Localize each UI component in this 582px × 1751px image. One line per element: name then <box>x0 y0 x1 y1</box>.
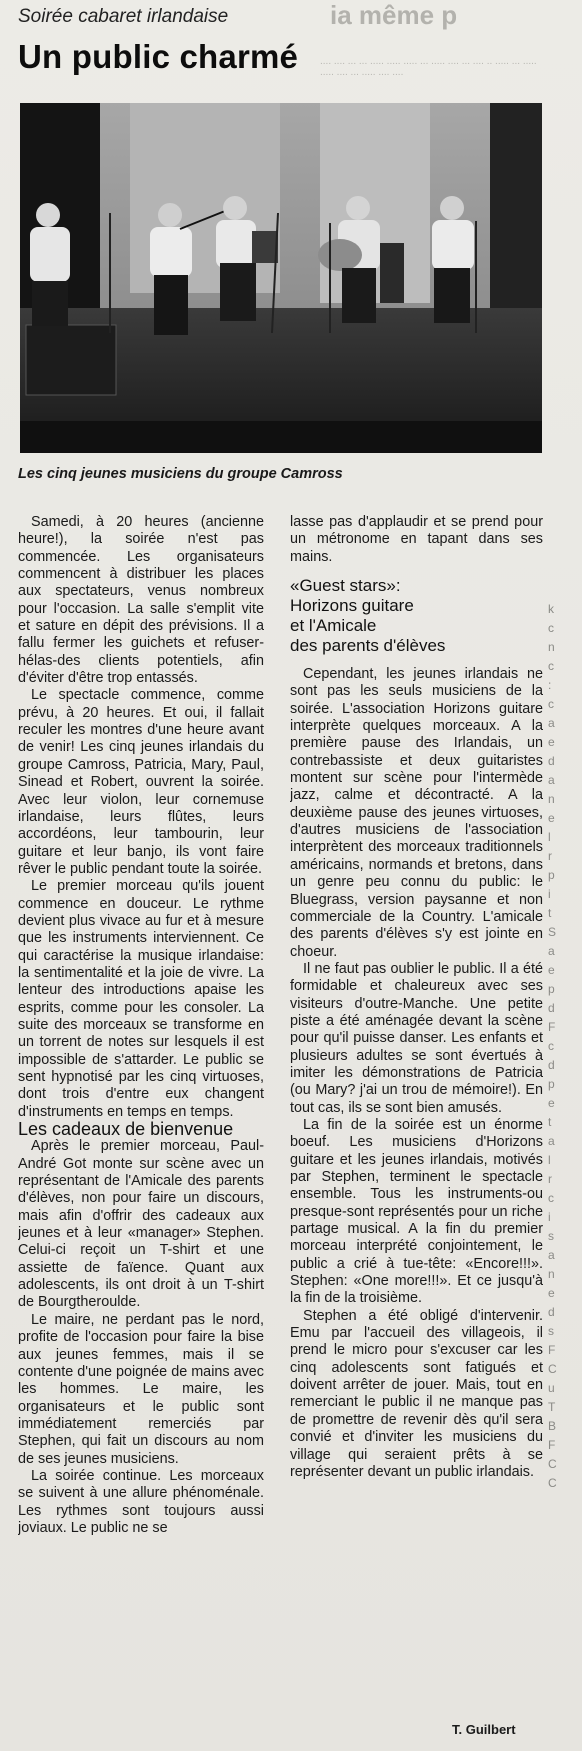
ghost-headline-bleed: ia même p <box>330 0 458 30</box>
subheading-line: des parents d'élèves <box>290 636 446 656</box>
paragraph: Le spectacle commence, comme prévu, à 20 heures. Et oui, il fallait reculer les montres d'une heure avant de venir! Les cinq jeunes irlandais du groupe Camross, Patricia, Mary, Paul, Sinead et Robert, ouvrent la soirée. Avec leur violon, leur cornemuse irlandaise, leurs flûtes, leurs accordéons, leur tambourin, leur guitare et leur banjo, ils vont faire rêver le public pendant toute la soirée. <box>18 687 264 877</box>
paragraph: La fin de la soirée est un énorme boeuf. Les musiciens d'Horizons guitare et les jeunes irlandais, motivés par Stephen, terminent le spectacle ensemble. Tous les instruments-ou presque-sont représentés pour un riche partage musical. A la fin du premier morceau interprété conjointement, le public a crié à tue-tête: «Encore!!!». Stephen: «One more!!!». Et ce jusqu'à la fin de la troisième. <box>290 1116 543 1307</box>
subheading-line: Horizons guitare <box>290 596 414 616</box>
photo-band-on-stage <box>20 103 542 453</box>
subheading-block <box>290 576 543 656</box>
kicker: Soirée cabaret irlandaise <box>18 6 229 27</box>
author-signature: T. Guilbert <box>452 1722 516 1737</box>
paragraph: La soirée continue. Les morceaux se suivent à une allure phénoménale. Les rythmes sont toujours aussi joviaux. Le public ne se <box>18 1467 264 1536</box>
margin-bleed-text: k c n c : c a e d a n e l r p i t S a e p d F c d p e t a l r c i s a n e d s F C u T B F C C <box>548 602 557 1490</box>
paragraph: Le maire, ne perdant pas le nord, profite de l'occasion pour faire la bise aux jeunes femmes, mais il se contente d'une poignée de mains avec les hommes. Le maire, les organisateurs et le public sont immédiatement remerciés par Stephen, qui fait un discours au nom de ses jeunes musiciens. <box>18 1311 264 1467</box>
photo-caption: Les cinq jeunes musiciens du groupe Camross <box>18 466 343 482</box>
subheading: Les cadeaux de bienvenue <box>18 1119 234 1140</box>
paragraph: Après le premier morceau, Paul-André Got monte sur scène avec un représentant de l'Amicale des parents d'élèves, non pour faire un discours, mais afin d'offrir des cadeaux aux jeunes et à leur «manager» Stephen. Celui-ci reçoit un T-shirt et une assiette de faïence. Quant aux adolescents, ils ont droit à un T-shirt de Bourgtheroulde. <box>18 1138 264 1311</box>
paragraph: Il ne faut pas oublier le public. Il a été formidable et chaleureux avec ses visiteurs d'outre-Manche. Une petite piste a été aménagée devant la scène pour qu'il puisse danser. Les enfants et plusieurs adultes se sont évertués à imiter les démonstrations de Patricia (ou Mary? j'ai un trou de mémoire!). En tout cas, ils se sont bien amusés. <box>290 960 543 1116</box>
ghost-text-bleed: .... .... ... ... ..... ..... ..... ... ..... .... ... .... .. ..... ... ..... ..... .... ... ..... .... .... <box>320 56 537 78</box>
headline: Un public charmé <box>18 38 299 75</box>
paragraph: Cependant, les jeunes irlandais ne sont pas les seuls musiciens de la soirée. L'association Horizons guitare interprète quelques morceaux. A la première pause des Irlandais, un contrebassiste et deux guitaristes montent sur scène pour l'intermède jazz, calme et décontracté. A la deuxième pause des jeunes virtuoses, d'autres musiciens de l'association interprètent des morceaux traditionnels américains, normands et bretons, dans un genre peu connu du public: le Bluegrass, version paysanne et non commerciale de la Country. L'amicale des parents d'élèves s'y est jointe en choeur. <box>290 666 543 960</box>
paragraph: Le premier morceau qu'ils jouent commence en douceur. Le rythme devient plus vivace au fur et à mesure que les instruments interviennent. Ce qui caractérise la musique irlandaise: la sentimentalité et la joie de vivre. La lenteur des introductions apaise les esprits, comme pour les consoler. La suite des morceaux se transforme en un torrent de notes sur lesquels il est impossible de s'attarder. Le public se sent hypnotisé par les cinq virtuoses, dont trois d'entre eux changent d'instruments en temps en temps. <box>18 878 264 1120</box>
article-column-left <box>18 514 264 1744</box>
paragraph: Samedi, à 20 heures (ancienne heure!), la soirée n'est pas commencée. Les organisateurs commencent à distribuer les places aux spectateurs, venus nombreux pour l'occasion. La salle s'emplit vite et sature en dépit des prévisions. Il a fallu fermer les guichets et refuser-hélas-des clients potentiels, afin d'éviter d'être trop entassés. <box>18 514 264 687</box>
paragraph: lasse pas d'applaudir et se prend pour un métronome en tapant dans ses mains. <box>290 514 543 565</box>
subheading-line: «Guest stars»: <box>290 576 401 596</box>
article-column-right <box>290 514 543 1744</box>
subheading-line: et l'Amicale <box>290 616 377 636</box>
paragraph: Stephen a été obligé d'intervenir. Emu par l'accueil des villageois, il prend le micro pour s'excuser car les cinq adolescents sont fatigués et doivent arrêter de jouer. Mais, tout en remerciant le public il ne manque pas de promettre de revenir dès qu'il sera convié et d'inviter les musiciens du village qui seraient prêts à se représenter devant un public irlandais. <box>290 1307 543 1480</box>
